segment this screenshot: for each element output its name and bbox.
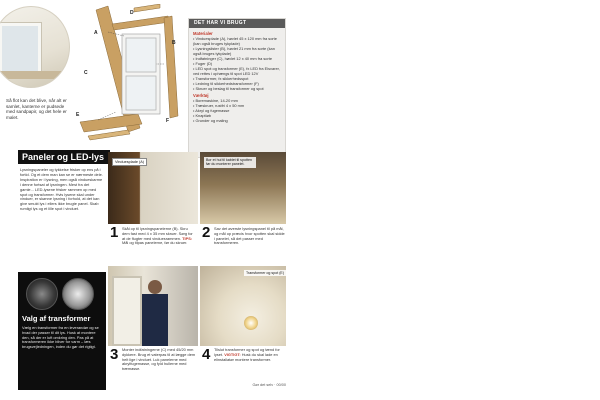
page-footer: Gør det selv · 00/00	[252, 383, 286, 387]
frame-board-right	[164, 16, 178, 118]
section-title: Paneler og LED-lys	[18, 150, 110, 164]
diagram-label-d: D	[130, 10, 134, 16]
window-pane	[0, 23, 41, 77]
window-sill	[0, 71, 63, 79]
diagram-label-f: F	[166, 118, 170, 124]
step-1-body: Skål op til lysningspanelerne (B). Skru dem fast med 4 x 35 mm skruer. Sørg for at de flugter med vinduesrammen.	[122, 226, 193, 241]
transformer-text: Vælg en transformer fra en leverandør og se hvad der passer til dit lys. Husk at montere den, så der er luft omkring den. Pas på at transformeren ikke bliver for varm – læs brugsvejledningen, inden du gør det rigtigt.	[22, 325, 99, 350]
step-2-photo	[200, 152, 286, 224]
material-item: • Vinduesplade (A), høvlet 45 x 120 mm fra sorte (kan også bruges tykplade)	[193, 36, 277, 46]
tool-item: • Knaptløb	[193, 113, 212, 118]
person-body	[142, 294, 168, 346]
step-2-number: 2	[202, 224, 211, 241]
material-item: • Fuger (D)	[193, 61, 213, 66]
spot-light-photo	[62, 278, 94, 310]
diagram-label-b: B	[172, 40, 176, 46]
diagram-label-e: E	[76, 112, 80, 118]
cornice-piece	[134, 4, 160, 12]
tools-heading: Værktøj	[193, 93, 209, 98]
materials-box-title: DET HAR VI BRUGT	[189, 19, 285, 28]
tool-item: • Akryl og fugemasse	[193, 108, 230, 113]
material-item: • Transformer, fx sikkerhedsspot	[193, 76, 249, 81]
materials-box	[188, 18, 286, 158]
step-3-text: Monter indfatningerne (C) med 45/20 mm dykkere. Brug et vaterpas til at lægge dem helt lige i vinduet. Luk panelerne med akrylfugemasse, og fyld hullerne med træmasse.	[122, 347, 196, 372]
step-2-text: Sav det øverste lysningspanel til på mål, og mål op præcis hvor spotten skal sidde i panelet, så det passer med transformeren.	[214, 226, 285, 246]
window-frame	[112, 276, 142, 346]
step-4-photo	[200, 266, 286, 346]
step-4-photo-tag: Transformer og spot (E)	[246, 271, 285, 275]
material-item: • Indfatninger (C), høvlet 12 x 40 mm fra sorte	[193, 56, 272, 61]
tool-item: • Træskruer, rustfri 4 x 50 mm	[193, 103, 245, 108]
frame-board-top	[112, 16, 170, 30]
tool-item: • Grunder og maling	[193, 118, 228, 123]
window-pane-bottom	[126, 76, 156, 110]
intro-text: Lysningspaneler og tykkelse frisker op ens på i fortid. Og et dem man kan se er nærmeste dele. Inspiration er i lysning, men også vindueskarme i denne fortsat af lysningen. Mest fra det gamle... LED-lysene frisker rammen op med spot og transformer. Hvis lysene skal under vinduer, er skønne lysning i forhold, at det kan give smukt lys i ellers ikke brugte panel. Skab rumligt lys og et lille spot i vinduet.	[20, 167, 103, 212]
step-4-tip: Husk du skal lade en elinstallatør montere transformer.	[214, 351, 278, 362]
material-item: • LED spot og transformer (E), fx LED fra Elsvarer, ved rettes i ophængs til spot LED 12V	[193, 66, 280, 76]
transformer-photo	[26, 278, 58, 310]
step-4-body: Tilslut transformer og spot og tænd for lyset.	[214, 347, 280, 357]
step-4-number: 4	[202, 346, 211, 363]
window-frame-diagram	[68, 4, 186, 150]
step-1-photo	[108, 152, 198, 224]
step-1-text	[122, 227, 196, 246]
materials-list	[193, 31, 281, 123]
diagram-label-c: C	[84, 70, 88, 76]
transformer-title: Valg af transformer	[22, 314, 91, 323]
step-2-photo-tag: Bor et hul til kablet til spotten før du monterer panelet.	[204, 157, 256, 168]
led-spot-light	[244, 316, 258, 330]
sill-trim-piece	[88, 130, 130, 140]
step-1-number: 1	[110, 224, 119, 241]
tool-item: • Boremaskine, 14-20 mm	[193, 98, 238, 103]
step-1-photo-tag: Vinduesplade (A)	[112, 158, 147, 166]
step-3-photo	[108, 266, 198, 346]
diagram-label-a: A	[94, 30, 98, 36]
window-pane-top	[126, 38, 156, 72]
step-3-number: 3	[110, 346, 119, 363]
step-1-tip-label: TIPS:	[182, 235, 193, 241]
materials-heading: Materialer	[193, 31, 213, 36]
material-item: • Ledning til sikkerhedstransformer (F)	[193, 81, 259, 86]
step-1-tip: Mål og tilpas panelerne, før du skruer.	[122, 240, 188, 246]
step-4-text	[214, 348, 286, 362]
step-4-tip-label: VIGTIGT:	[224, 351, 241, 357]
finished-window-photo	[0, 6, 70, 88]
person-head	[148, 280, 162, 294]
material-item: • Lysningslister (B), høvlet 21 mm fra sorte (kan også bruges tykplade)	[193, 46, 275, 56]
material-item: • Skruer og beslag til transformer og spot	[193, 86, 264, 91]
photo-caption: Så flot kan det blive, når alt er samlet, kanterne er pudsede med sandpapir, og det hele er malet.	[6, 98, 67, 120]
